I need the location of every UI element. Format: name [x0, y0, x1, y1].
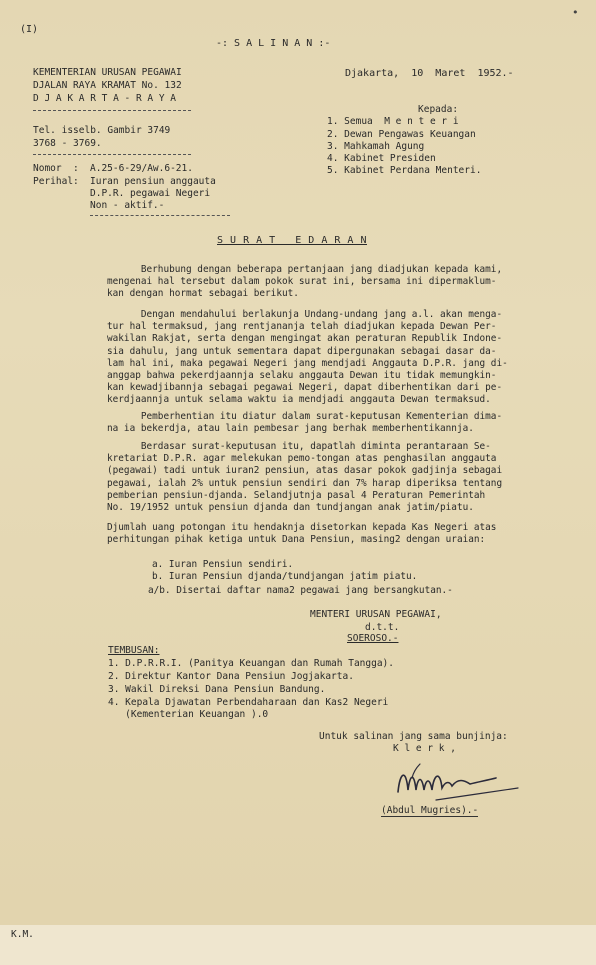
tembusan-item: 4. Kepala Djawatan Perbendaharaan dan Kas2 Negeri — [108, 697, 389, 708]
perihal-line-2: D.P.R. pegawai Negeri — [90, 188, 211, 199]
copy-certification: Untuk salinan jang sama bunjinja: — [319, 731, 508, 742]
recipient-item: 3. Mahkamah Agung — [327, 141, 425, 152]
list-item: a. Iuran Pensiun sendiri. — [152, 559, 294, 570]
list-item: a/b. Disertai daftar nama2 pegawai jang bersangkutan.- — [148, 585, 453, 596]
nomor-value: A.25-6-29/Aw.6-21. — [90, 163, 193, 174]
tembusan-item: (Kementerian Keuangan ).0 — [108, 709, 269, 720]
copy-title: -: S A L I N A N :- — [216, 38, 331, 49]
signoff-dtt: d.t.t. — [365, 622, 400, 633]
signoff-name: SOEROSO.- — [347, 633, 399, 644]
tembusan-item: 2. Direktur Kantor Dana Pensiun Jogjakarta. — [108, 671, 354, 682]
clerk-name: (Abdul Mugries).- — [381, 805, 479, 816]
perihal-label: Perihal: — [33, 176, 79, 187]
tembusan-item: 3. Wakil Direksi Dana Pensiun Bandung. — [108, 684, 326, 695]
page-mark: (I) — [20, 24, 39, 35]
perihal-line-3: Non - aktif.- — [90, 200, 165, 211]
divider — [33, 154, 191, 155]
perihal-line-1: Iuran pensiun anggauta — [90, 176, 216, 187]
sender-line-2: DJALAN RAYA KRAMAT No. 132 — [33, 80, 182, 91]
signoff-title: MENTERI URUSAN PEGAWAI, — [310, 609, 442, 620]
sender-line-1: KEMENTERIAN URUSAN PEGAWAI — [33, 67, 182, 78]
paragraph-3: Pemberhentian itu diatur dalam surat-keputusan Kementerian dima- na ia bekerdja, atau lain pembesar jang berhak memberhentikannja. — [107, 411, 503, 435]
divider — [90, 215, 230, 216]
sender-line-3: D J A K A R T A - R A Y A — [33, 93, 176, 104]
footer-strip — [0, 925, 596, 965]
clerk-label: K l e r k , — [393, 743, 456, 754]
paragraph-5: Djumlah uang potongan itu hendaknja disetorkan kepada Kas Negeri atas perhitungan pihak ketiga untuk Dana Pensiun, masing2 dengan uraian: — [107, 522, 497, 546]
recipients-heading: Kepada: — [418, 104, 459, 115]
divider — [33, 110, 191, 111]
footer-initials: K.M. — [11, 929, 34, 940]
paragraph-4: Berdasar surat-keputusan itu, dapatlah diminta perantaraan Se- kretariat D.P.R. agar melekukan pemo-tongan atas penghasilan anggauta (pegawai) tadi untuk iuran2 pensiun, atas dasar pokok gadjinja sebagai pegawai, ialah 2% untuk pensiun sendiri dan 7% harap diperiksa tentang pemberian pensiun-djanda. Selandjutnja pasal 4 Peraturan Pemerintah No. 19/1952 untuk pensiun djanda dan tundjangan anak jatim/piatu. — [107, 441, 503, 514]
document-heading: S U R A T E D A R A N — [217, 235, 367, 246]
recipient-item: 2. Dewan Pengawas Keuangan — [327, 129, 476, 140]
list-item: b. Iuran Pensiun djanda/tundjangan jatim piatu. — [152, 571, 418, 582]
paragraph-2: Dengan mendahului berlakunja Undang-undang jang a.l. akan menga- tur hal termaksud, jang rentjananja telah diadjukan kepada Dewan Per- wakilan Rakjat, serta dengan mengingat akan peraturan Republik Indone- sia dahulu, jang untuk sementara dapat dipergunakan sebagai dasar da- lam hal ini, maka pegawai Negeri jang mendjadi Anggauta D.P.R. jang di- anggap bahwa pekerdjaannja selaku anggauta Dewan itu tidak memungkin- kan kewadjibannja sebagai pegawai Negeri, dapat diberhentikan dari pe- kerdjaannja untuk selama waktu ia mendjadi anggauta Dewan termaksud. — [107, 309, 508, 406]
letter-date: Djakarta, 10 Maret 1952.- — [345, 68, 514, 79]
paragraph-1: Berhubung dengan beberapa pertanjaan jang diadjukan kepada kami, mengenai hal tersebut dalam pokok surat ini, bersama ini dipermaklum- kan dengan hormat sebagai berikut. — [107, 264, 503, 300]
telephone-line-1: Tel. isselb. Gambir 3749 — [33, 125, 171, 136]
punch-mark: • — [572, 6, 579, 19]
handwritten-signature — [392, 760, 532, 806]
nomor-label: Nomor : — [33, 163, 79, 174]
telephone-line-2: 3768 - 3769. — [33, 138, 102, 149]
recipient-item: 4. Kabinet Presiden — [327, 153, 436, 164]
tembusan-item: 1. D.P.R.R.I. (Panitya Keuangan dan Rumah Tangga). — [108, 658, 394, 669]
recipient-item: 5. Kabinet Perdana Menteri. — [327, 165, 482, 176]
recipient-item: 1. Semua M e n t e r i — [327, 116, 459, 127]
tembusan-heading: TEMBUSAN: — [108, 645, 160, 656]
